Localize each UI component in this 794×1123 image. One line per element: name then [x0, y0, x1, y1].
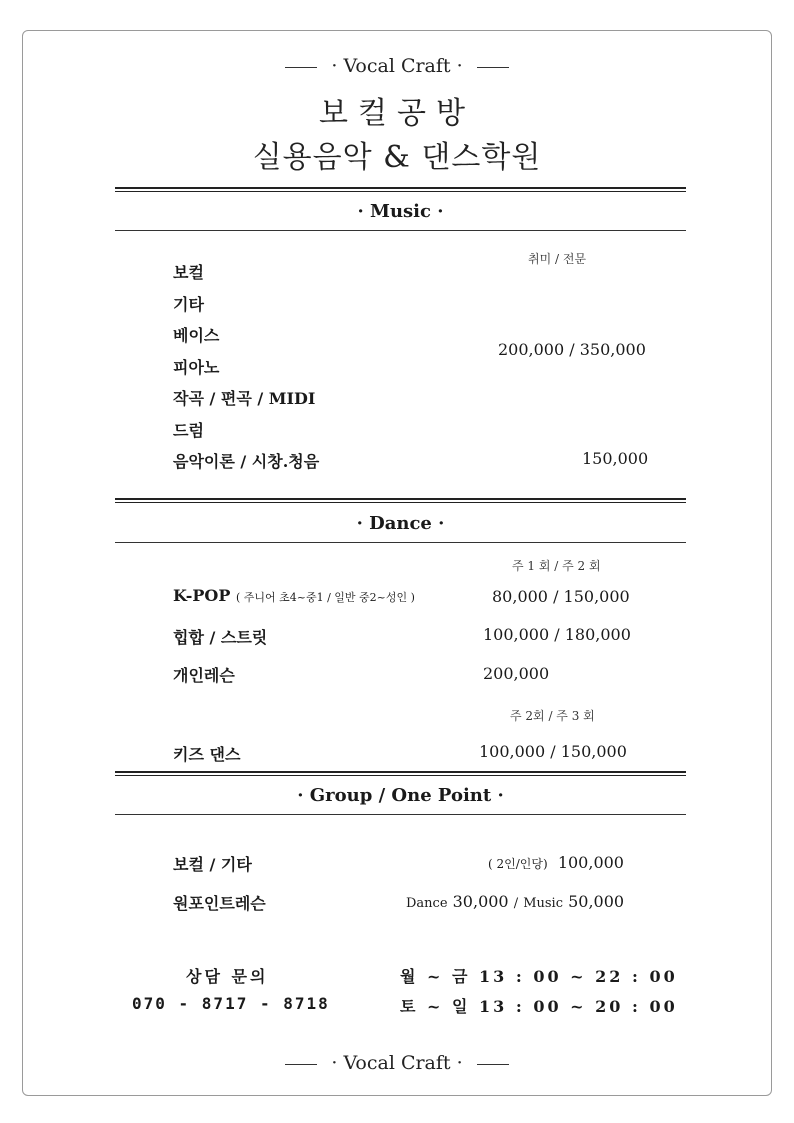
music-item-vocal: 보컬: [173, 263, 204, 282]
hours-weekday: 월 ~ 금 13 : 00 ~ 22 : 00: [400, 967, 678, 986]
dance-item-kpop: [173, 586, 415, 605]
music-heading: · Music ·: [357, 201, 444, 222]
banner-left-dash: [285, 67, 317, 68]
dance-heading: · Dance ·: [356, 513, 445, 534]
footer-banner: [0, 1052, 794, 1074]
banner-right-dash: [477, 67, 509, 68]
onepoint-dance-label: Dance: [406, 896, 448, 911]
dance-heading-rule: [115, 542, 686, 543]
onepoint-separator: /: [513, 896, 519, 911]
contact-label: 상담 문의: [186, 967, 269, 986]
dance-column-header-2: 주 2회 / 주 3 회: [510, 709, 595, 723]
footer-left-dash: [285, 1064, 317, 1065]
group-top-rule: [115, 771, 686, 776]
kpop-price: 80,000 / 150,000: [492, 587, 630, 606]
hiphop-price: 100,000 / 180,000: [483, 625, 631, 644]
dance-column-header-1: 주 1 회 / 주 2 회: [512, 559, 601, 573]
music-item-bass: 베이스: [173, 326, 220, 345]
title-line-2: 실용음악 & 댄스학원: [252, 140, 542, 175]
kids-price: 100,000 / 150,000: [479, 742, 627, 761]
hours-weekend: 토 ~ 일 13 : 00 ~ 20 : 00: [400, 997, 678, 1016]
music-theory-price: 150,000: [582, 449, 649, 468]
dance-top-rule: [115, 498, 686, 503]
private-price: 200,000: [483, 664, 550, 683]
onepoint-dance-price: 30,000: [452, 892, 509, 911]
music-item-drum: 드럼: [173, 421, 204, 440]
group-heading-rule: [115, 814, 686, 815]
dance-item-hiphop: 힙합 / 스트릿: [173, 628, 268, 647]
music-column-header: 취미 / 전문: [528, 252, 587, 266]
music-item-guitar: 기타: [173, 295, 204, 314]
music-item-theory: 음악이론 / 시창.청음: [173, 452, 320, 471]
kpop-note: ( 주니어 초4~중1 / 일반 중2~성인 ): [235, 591, 415, 604]
group-item-vocal-guitar: 보컬 / 기타: [173, 855, 252, 874]
group-vocal-note: ( 2인/인당): [488, 857, 548, 871]
music-main-price: 200,000 / 350,000: [498, 340, 646, 359]
group-item-onepoint: 원포인트레슨: [173, 894, 266, 913]
kpop-label: K-POP: [173, 586, 231, 605]
dance-item-private: 개인레슨: [173, 666, 235, 685]
footer-right-dash: [477, 1064, 509, 1065]
top-banner: [0, 55, 794, 77]
group-heading: · Group / One Point ·: [297, 785, 504, 806]
music-item-composition: 작곡 / 편곡 / MIDI: [173, 389, 316, 408]
contact-phone: 070 - 8717 - 8718: [132, 994, 330, 1013]
onepoint-price-line: [406, 892, 624, 911]
onepoint-music-price: 50,000: [568, 892, 625, 911]
group-vocal-price-line: [488, 853, 624, 872]
music-item-piano: 피아노: [173, 358, 220, 377]
group-vocal-price: 100,000: [557, 853, 624, 872]
footer-banner-text: · Vocal Craft ·: [331, 1052, 463, 1074]
top-banner-text: · Vocal Craft ·: [331, 55, 463, 77]
music-heading-rule: [115, 230, 686, 231]
dance-item-kids: 키즈 댄스: [173, 745, 241, 764]
title-line-1: 보컬공방: [319, 96, 475, 131]
onepoint-music-label: Music: [523, 896, 563, 911]
music-top-rule: [115, 187, 686, 192]
